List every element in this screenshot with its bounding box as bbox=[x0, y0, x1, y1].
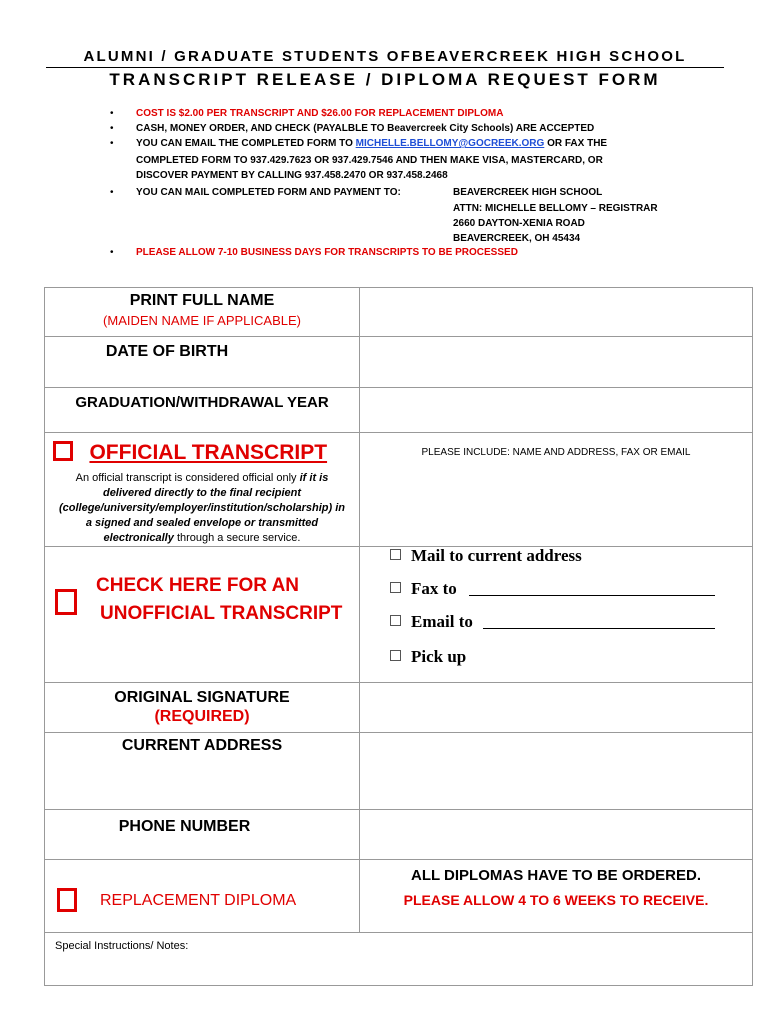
grad-year-label: GRADUATION/WITHDRAWAL YEAR bbox=[75, 394, 329, 411]
fax-checkbox[interactable] bbox=[390, 582, 401, 593]
form-title-line1: ALUMNI / GRADUATE STUDENTS OFBEAVERCREEK HIGH SCHOOL bbox=[0, 48, 770, 65]
email-suffix: OR FAX THE bbox=[547, 138, 608, 149]
bullet-dot: • bbox=[110, 108, 114, 119]
fax-number-line[interactable] bbox=[469, 595, 715, 596]
title-underline bbox=[46, 67, 724, 68]
official-desc-1b: if it is bbox=[299, 472, 329, 484]
form-title-line2: TRANSCRIPT RELEASE / DIPLOMA REQUEST FORM bbox=[109, 70, 661, 89]
unofficial-label-line2: UNOFFICIAL TRANSCRIPT bbox=[100, 603, 343, 624]
option-email-label: Email to bbox=[411, 612, 473, 631]
email-bullet bbox=[136, 138, 607, 149]
official-desc-5b: through a secure service. bbox=[176, 532, 301, 544]
option-mail-label: Mail to current address bbox=[411, 546, 582, 565]
option-email[interactable] bbox=[390, 612, 715, 632]
email-link[interactable]: MICHELLE.BELLOMY@GOCREEK.ORG bbox=[355, 138, 545, 149]
mail-bullet: YOU CAN MAIL COMPLETED FORM AND PAYMENT TO: bbox=[136, 187, 401, 198]
official-transcript-label: OFFICIAL TRANSCRIPT bbox=[89, 441, 328, 464]
email-address-line[interactable] bbox=[483, 628, 715, 629]
unofficial-label-line1: CHECK HERE FOR AN bbox=[96, 575, 300, 596]
full-name-label-cell bbox=[45, 288, 360, 337]
option-pickup-label: Pick up bbox=[411, 647, 467, 666]
diploma-note-1: ALL DIPLOMAS HAVE TO BE ORDERED. bbox=[410, 867, 702, 884]
address-label: CURRENT ADDRESS bbox=[121, 737, 283, 754]
email-checkbox[interactable] bbox=[390, 615, 401, 626]
official-desc-1: An official transcript is considered official only bbox=[75, 472, 297, 484]
grad-year-label-cell bbox=[45, 388, 360, 433]
dob-label: DATE OF BIRTH bbox=[105, 343, 229, 360]
official-include-note: PLEASE INCLUDE: NAME AND ADDRESS, FAX OR EMAIL bbox=[421, 447, 691, 458]
processing-bullet: PLEASE ALLOW 7-10 BUSINESS DAYS FOR TRANSCRIPTS TO BE PROCESSED bbox=[136, 247, 518, 258]
bullet-dot: • bbox=[110, 138, 114, 149]
mail-address-line: BEAVERCREEK, OH 45434 bbox=[453, 233, 581, 244]
full-name-input-cell[interactable] bbox=[360, 288, 753, 337]
official-transcript-description bbox=[45, 471, 359, 546]
email-prefix: YOU CAN EMAIL THE COMPLETED FORM TO bbox=[136, 138, 353, 149]
mail-checkbox[interactable] bbox=[390, 549, 401, 560]
official-transcript-checkbox[interactable] bbox=[53, 441, 73, 461]
official-desc-4: a signed and sealed envelope or transmitted bbox=[85, 517, 319, 529]
maiden-name-note: (MAIDEN NAME IF APPLICABLE) bbox=[103, 313, 301, 328]
cost-bullet: COST IS $2.00 PER TRANSCRIPT AND $26.00 FOR REPLACEMENT DIPLOMA bbox=[136, 108, 504, 119]
signature-required-note: (REQUIRED) bbox=[154, 708, 250, 725]
official-include-cell[interactable] bbox=[360, 433, 753, 547]
option-mail[interactable] bbox=[390, 546, 582, 566]
bullet-dot: • bbox=[110, 247, 114, 258]
mail-address-line: BEAVERCREEK HIGH SCHOOL bbox=[453, 187, 603, 198]
signature-label: ORIGINAL SIGNATURE bbox=[114, 689, 290, 706]
option-fax[interactable] bbox=[390, 579, 715, 599]
mail-address-line: 2660 DAYTON-XENIA ROAD bbox=[453, 218, 585, 229]
full-name-label: PRINT FULL NAME bbox=[129, 292, 275, 309]
phone-input-cell[interactable] bbox=[360, 810, 753, 860]
pickup-checkbox[interactable] bbox=[390, 650, 401, 661]
diploma-cell bbox=[45, 860, 360, 933]
mail-address-line: ATTN: MICHELLE BELLOMY – REGISTRAR bbox=[453, 203, 658, 214]
grad-year-input-cell[interactable] bbox=[360, 388, 753, 433]
address-input-cell[interactable] bbox=[360, 733, 753, 810]
email-bullet-line3: DISCOVER PAYMENT BY CALLING 937.458.2470 OR 937.458.2468 bbox=[136, 170, 448, 181]
unofficial-transcript-checkbox[interactable] bbox=[55, 589, 77, 615]
diploma-note-cell bbox=[360, 860, 753, 933]
signature-input-cell[interactable] bbox=[360, 683, 753, 733]
bullet-dot: • bbox=[110, 123, 114, 134]
address-label-cell bbox=[45, 733, 360, 810]
dob-input-cell[interactable] bbox=[360, 337, 753, 388]
official-desc-5a: electronically bbox=[103, 532, 174, 544]
replacement-diploma-checkbox[interactable] bbox=[57, 888, 77, 912]
unofficial-transcript-cell bbox=[45, 547, 360, 683]
option-fax-label: Fax to bbox=[411, 579, 457, 598]
email-bullet-line2: COMPLETED FORM TO 937.429.7623 OR 937.429.7546 AND THEN MAKE VISA, MASTERCARD, OR bbox=[136, 155, 603, 166]
request-form-table bbox=[44, 287, 753, 986]
payment-bullet: CASH, MONEY ORDER, AND CHECK (PAYALBLE TO Beavercreek City Schools) ARE ACCEPTED bbox=[136, 123, 595, 134]
official-desc-2: delivered directly to the final recipient bbox=[102, 487, 302, 499]
official-transcript-row bbox=[45, 441, 359, 465]
option-pickup[interactable] bbox=[390, 647, 466, 667]
notes-cell[interactable] bbox=[45, 933, 753, 986]
phone-label-cell bbox=[45, 810, 360, 860]
dob-label-cell bbox=[45, 337, 360, 388]
phone-label: PHONE NUMBER bbox=[118, 818, 251, 835]
diploma-note-2: PLEASE ALLOW 4 TO 6 WEEKS TO RECEIVE. bbox=[403, 892, 709, 908]
notes-label: Special Instructions/ Notes: bbox=[55, 940, 189, 952]
signature-label-cell bbox=[45, 683, 360, 733]
official-desc-3: (college/university/employer/institution/scholarship) in bbox=[58, 502, 346, 514]
official-transcript-cell bbox=[45, 433, 360, 547]
bullet-dot: • bbox=[110, 187, 114, 198]
replacement-diploma-label: REPLACEMENT DIPLOMA bbox=[100, 892, 297, 909]
